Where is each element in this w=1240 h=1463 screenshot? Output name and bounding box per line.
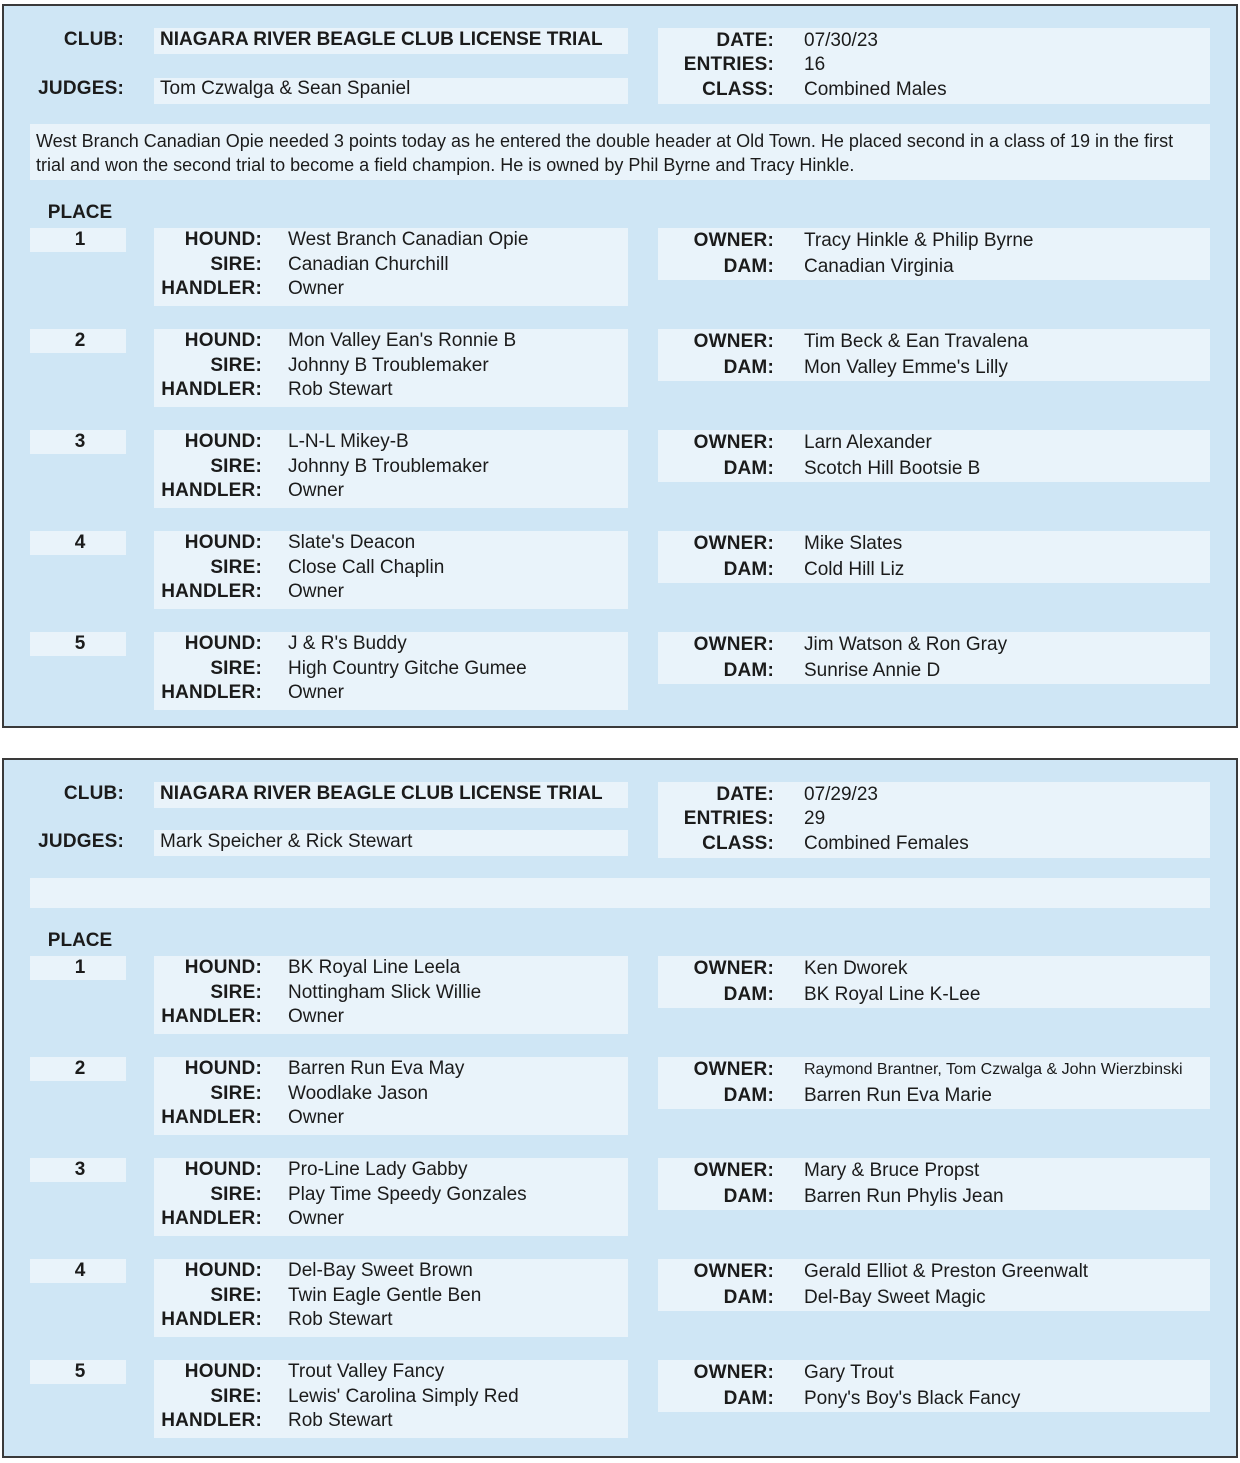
hound-name: Pro-Line Lady Gabby [288, 1159, 468, 1180]
place-number: 3 [74, 431, 86, 452]
dam-name: Barren Run Eva Marie [804, 1085, 992, 1106]
entries-label: ENTRIES: [683, 54, 774, 75]
trial-note: West Branch Canadian Opie needed 3 points today as he entered the double header at Old Town. He placed second in a class of 19 in the first trial and won the second trial to become a field champion. He is owned by Phil Byrne and Tracy Hinkle. [36, 131, 1174, 175]
owner-label: OWNER: [693, 1160, 774, 1181]
date-label: DATE: [716, 30, 774, 51]
judges-value: Mark Speicher & Rick Stewart [160, 831, 413, 852]
hound-name: BK Royal Line Leela [288, 957, 461, 978]
dam-name: Scotch Hill Bootsie B [804, 458, 981, 479]
owner-label: OWNER: [693, 331, 774, 352]
dam-name: Pony's Boy's Black Fancy [804, 1388, 1021, 1409]
handler-name: Rob Stewart [288, 1309, 393, 1330]
hound-label: HOUND: [184, 633, 262, 654]
sire-label: SIRE: [210, 557, 262, 578]
owner-name: Gary Trout [804, 1362, 894, 1383]
owner-name: Larn Alexander [804, 432, 932, 453]
owner-name: Mary & Bruce Propst [804, 1160, 980, 1181]
sire-label: SIRE: [210, 456, 262, 477]
dam-label: DAM: [723, 458, 774, 479]
club-label: CLUB: [63, 783, 124, 804]
hound-label: HOUND: [184, 229, 262, 250]
handler-label: HANDLER: [161, 682, 262, 703]
handler-name: Owner [288, 480, 344, 501]
dam-name: Canadian Virginia [804, 256, 954, 277]
sire-name: Twin Eagle Gentle Ben [288, 1285, 482, 1306]
place-number: 1 [74, 229, 86, 250]
sire-name: Canadian Churchill [288, 254, 449, 275]
sire-name: High Country Gitche Gumee [288, 658, 527, 679]
handler-label: HANDLER: [161, 278, 262, 299]
place-number: 3 [74, 1159, 86, 1180]
sire-label: SIRE: [210, 982, 262, 1003]
handler-label: HANDLER: [161, 1309, 262, 1330]
handler-name: Rob Stewart [288, 1410, 393, 1431]
handler-name: Owner [288, 1107, 344, 1128]
handler-label: HANDLER: [161, 581, 262, 602]
sire-name: Johnny B Troublemaker [288, 355, 489, 376]
sire-label: SIRE: [210, 1083, 262, 1104]
handler-label: HANDLER: [161, 1006, 262, 1027]
entries-label: ENTRIES: [683, 808, 774, 829]
dam-label: DAM: [723, 1186, 774, 1207]
owner-label: OWNER: [693, 1362, 774, 1383]
sire-label: SIRE: [210, 658, 262, 679]
handler-name: Rob Stewart [288, 379, 393, 400]
dam-label: DAM: [723, 357, 774, 378]
hound-name: Del-Bay Sweet Brown [288, 1260, 473, 1281]
trial-result-card-1 [2, 4, 1238, 728]
hound-name: Mon Valley Ean's Ronnie B [288, 330, 517, 351]
owner-label: OWNER: [693, 230, 774, 251]
owner-label: OWNER: [693, 432, 774, 453]
owner-name: Ken Dworek [804, 958, 908, 979]
dam-label: DAM: [723, 256, 774, 277]
judges-value: Tom Czwalga & Sean Spaniel [160, 78, 411, 99]
class-label: CLASS: [702, 79, 774, 100]
date-label: DATE: [716, 784, 774, 805]
owner-name: Raymond Brantner, Tom Czwalga & John Wierzbinski [804, 1060, 1183, 1078]
sire-name: Woodlake Jason [288, 1083, 429, 1104]
sire-name: Play Time Speedy Gonzales [288, 1184, 527, 1205]
hound-name: Barren Run Eva May [288, 1058, 465, 1079]
handler-name: Owner [288, 278, 344, 299]
handler-name: Owner [288, 1208, 344, 1229]
club-name: NIAGARA RIVER BEAGLE CLUB LICENSE TRIAL [160, 29, 603, 50]
handler-label: HANDLER: [161, 480, 262, 501]
entries-value: 29 [804, 808, 826, 829]
handler-label: HANDLER: [161, 379, 262, 400]
class-value: Combined Females [804, 833, 969, 854]
hound-label: HOUND: [184, 957, 262, 978]
dam-label: DAM: [723, 1388, 774, 1409]
place-number: 1 [74, 957, 86, 978]
sire-label: SIRE: [210, 355, 262, 376]
sire-name: Lewis' Carolina Simply Red [288, 1386, 519, 1407]
sire-name: Close Call Chaplin [288, 557, 445, 578]
sire-name: Nottingham Slick Willie [288, 982, 482, 1003]
class-value: Combined Males [804, 79, 947, 100]
sire-label: SIRE: [210, 1386, 262, 1407]
dam-label: DAM: [723, 984, 774, 1005]
date-value: 07/29/23 [804, 784, 878, 805]
hound-label: HOUND: [184, 431, 262, 452]
hound-label: HOUND: [184, 1159, 262, 1180]
place-number: 4 [74, 532, 86, 553]
dam-name: Sunrise Annie D [804, 660, 941, 681]
trial-result-card-2 [2, 758, 1238, 1458]
place-number: 5 [74, 1361, 86, 1382]
sire-label: SIRE: [210, 254, 262, 275]
entries-value: 16 [804, 54, 826, 75]
sire-name: Johnny B Troublemaker [288, 456, 489, 477]
place-number: 2 [74, 1058, 86, 1079]
dam-name: Cold Hill Liz [804, 559, 905, 580]
handler-name: Owner [288, 581, 344, 602]
place-number: 2 [74, 330, 86, 351]
hound-name: Slate's Deacon [288, 532, 416, 553]
place-header: PLACE [47, 930, 113, 951]
handler-name: Owner [288, 682, 344, 703]
note-box [30, 878, 1210, 908]
class-label: CLASS: [702, 833, 774, 854]
hound-name: J & R's Buddy [288, 633, 407, 654]
dam-label: DAM: [723, 559, 774, 580]
owner-label: OWNER: [693, 634, 774, 655]
club-label: CLUB: [63, 29, 124, 50]
date-value: 07/30/23 [804, 30, 878, 51]
dam-label: DAM: [723, 660, 774, 681]
handler-label: HANDLER: [161, 1208, 262, 1229]
owner-label: OWNER: [693, 1261, 774, 1282]
dam-name: Mon Valley Emme's Lilly [804, 357, 1008, 378]
dam-name: BK Royal Line K-Lee [804, 984, 981, 1005]
hound-name: L-N-L Mikey-B [288, 431, 409, 452]
hound-label: HOUND: [184, 1058, 262, 1079]
dam-name: Del-Bay Sweet Magic [804, 1287, 986, 1308]
place-number: 5 [74, 633, 86, 654]
hound-name: Trout Valley Fancy [288, 1361, 445, 1382]
dam-name: Barren Run Phylis Jean [804, 1186, 1004, 1207]
hound-label: HOUND: [184, 1260, 262, 1281]
owner-label: OWNER: [693, 533, 774, 554]
handler-label: HANDLER: [161, 1410, 262, 1431]
owner-name: Jim Watson & Ron Gray [804, 634, 1008, 655]
dam-label: DAM: [723, 1287, 774, 1308]
place-number: 4 [74, 1260, 86, 1281]
handler-name: Owner [288, 1006, 344, 1027]
hound-label: HOUND: [184, 532, 262, 553]
owner-label: OWNER: [693, 1059, 774, 1080]
owner-name: Mike Slates [804, 533, 903, 554]
owner-name: Tim Beck & Ean Travalena [804, 331, 1029, 352]
owner-name: Gerald Elliot & Preston Greenwalt [804, 1261, 1089, 1282]
owner-label: OWNER: [693, 958, 774, 979]
sire-label: SIRE: [210, 1285, 262, 1306]
hound-label: HOUND: [184, 330, 262, 351]
judges-label: JUDGES: [38, 78, 124, 99]
place-header: PLACE [47, 202, 113, 223]
sire-label: SIRE: [210, 1184, 262, 1205]
hound-name: West Branch Canadian Opie [288, 229, 529, 250]
handler-label: HANDLER: [161, 1107, 262, 1128]
club-name: NIAGARA RIVER BEAGLE CLUB LICENSE TRIAL [160, 783, 603, 804]
dam-label: DAM: [723, 1085, 774, 1106]
owner-name: Tracy Hinkle & Philip Byrne [804, 230, 1034, 251]
judges-label: JUDGES: [38, 831, 124, 852]
hound-label: HOUND: [184, 1361, 262, 1382]
